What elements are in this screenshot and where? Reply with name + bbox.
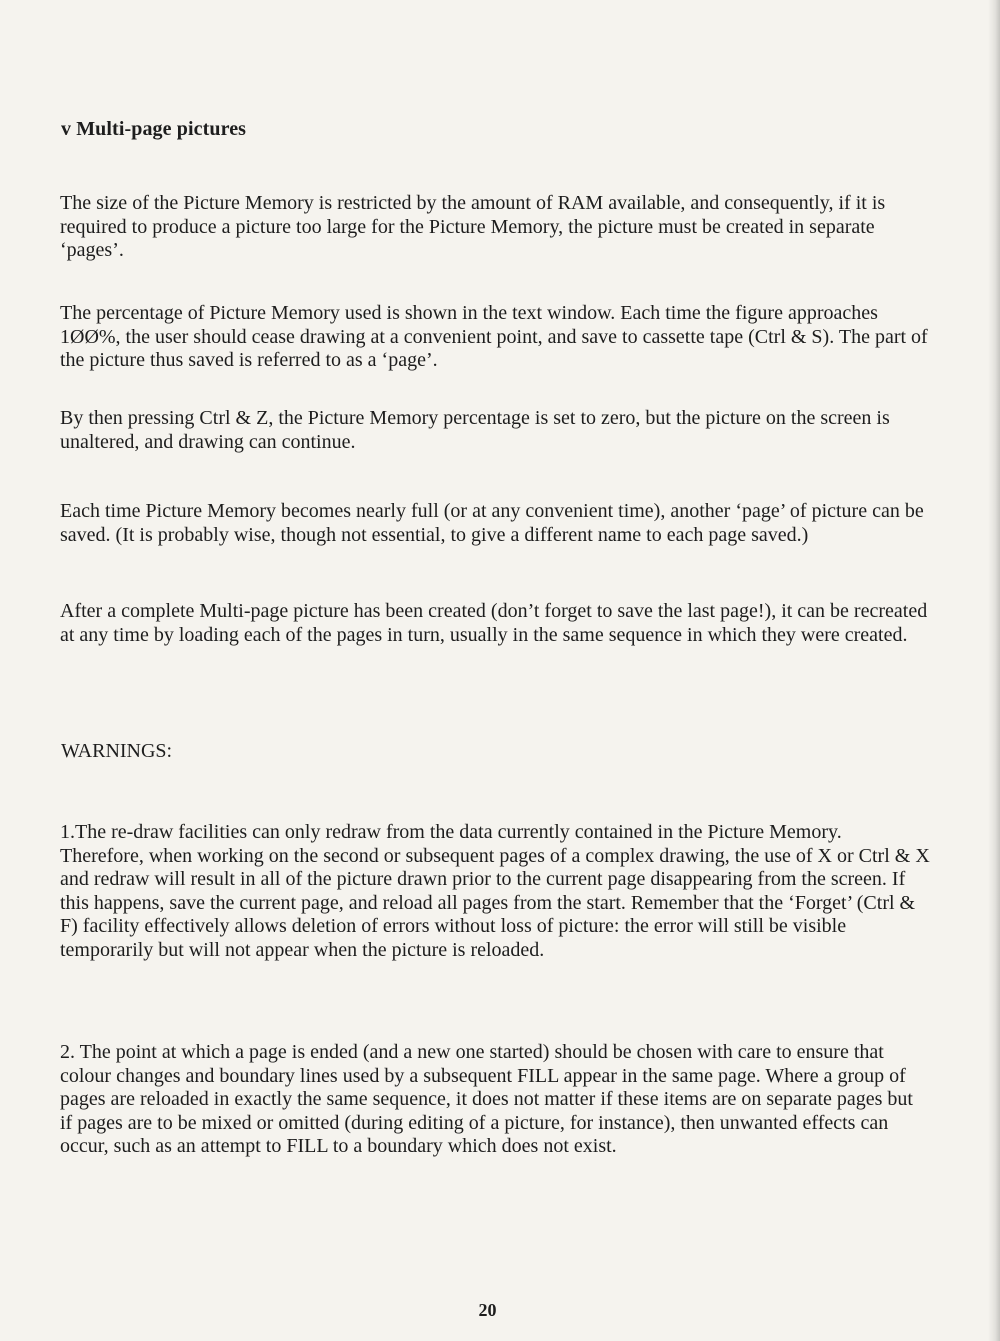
paragraph-percentage-used: The percentage of Picture Memory used is shown in the text window. Each time the figure approaches 1ØØ%, the user should cease drawing at a convenient point, and save to cassette tape (Ctrl & S). The part of the picture thus saved is referred to as a ‘page’. — [60, 302, 928, 371]
paragraph-save-pages: Each time Picture Memory becomes nearly full (or at any convenient time), another ‘page’ of picture can be saved. (It is probably wise, though not essential, to give a different name to each page saved.) — [60, 500, 924, 546]
paragraph-ctrl-z: By then pressing Ctrl & Z, the Picture Memory percentage is set to zero, but the picture on the screen is unaltered, and drawing can continue. — [60, 407, 890, 453]
paragraph-picture-memory-size: The size of the Picture Memory is restricted by the amount of RAM available, and consequently, if it is required to produce a picture too large for the Picture Memory, the picture must be created in separate ‘pages’. — [60, 192, 886, 261]
warning-item-2: 2. The point at which a page is ended (and a new one started) should be chosen with care to ensure that colour changes and boundary lines used by a subsequent FILL appear in the same page. Where a group of pages are reloaded in exactly the same sequence, it does not matter if these items are on separate pages but if pages are to be mixed or omitted (during editing of a picture, for instance), then unwanted effects can occur, such as an attempt to FILL to a boundary which does not exist. — [60, 1041, 913, 1157]
warning-item-1: 1.The re-draw facilities can only redraw from the data currently contained in the Picture Memory. Therefore, when working on the second or subsequent pages of a complex drawing, the use of X or Ctrl & X and redraw will result in all of the picture drawn prior to the current page disappearing from the screen. If this happens, save the current page, and reload all pages from the start. Remember that the ‘Forget’ (Ctrl & F) facility effectively allows deletion of errors without loss of picture: the error will still be visible temporarily but will not appear when the picture is reloaded. — [60, 821, 930, 961]
page-number: 20 — [478, 1300, 497, 1320]
section-heading: v Multi-page pictures — [61, 118, 247, 140]
page-edge-shadow — [988, 0, 1000, 1341]
warnings-label: WARNINGS: — [61, 740, 173, 762]
paragraph-recreate-picture: After a complete Multi-page picture has been created (don’t forget to save the last page!), it can be recreated at any time by loading each of the pages in turn, usually in the same sequence in which they were created. — [60, 600, 928, 646]
